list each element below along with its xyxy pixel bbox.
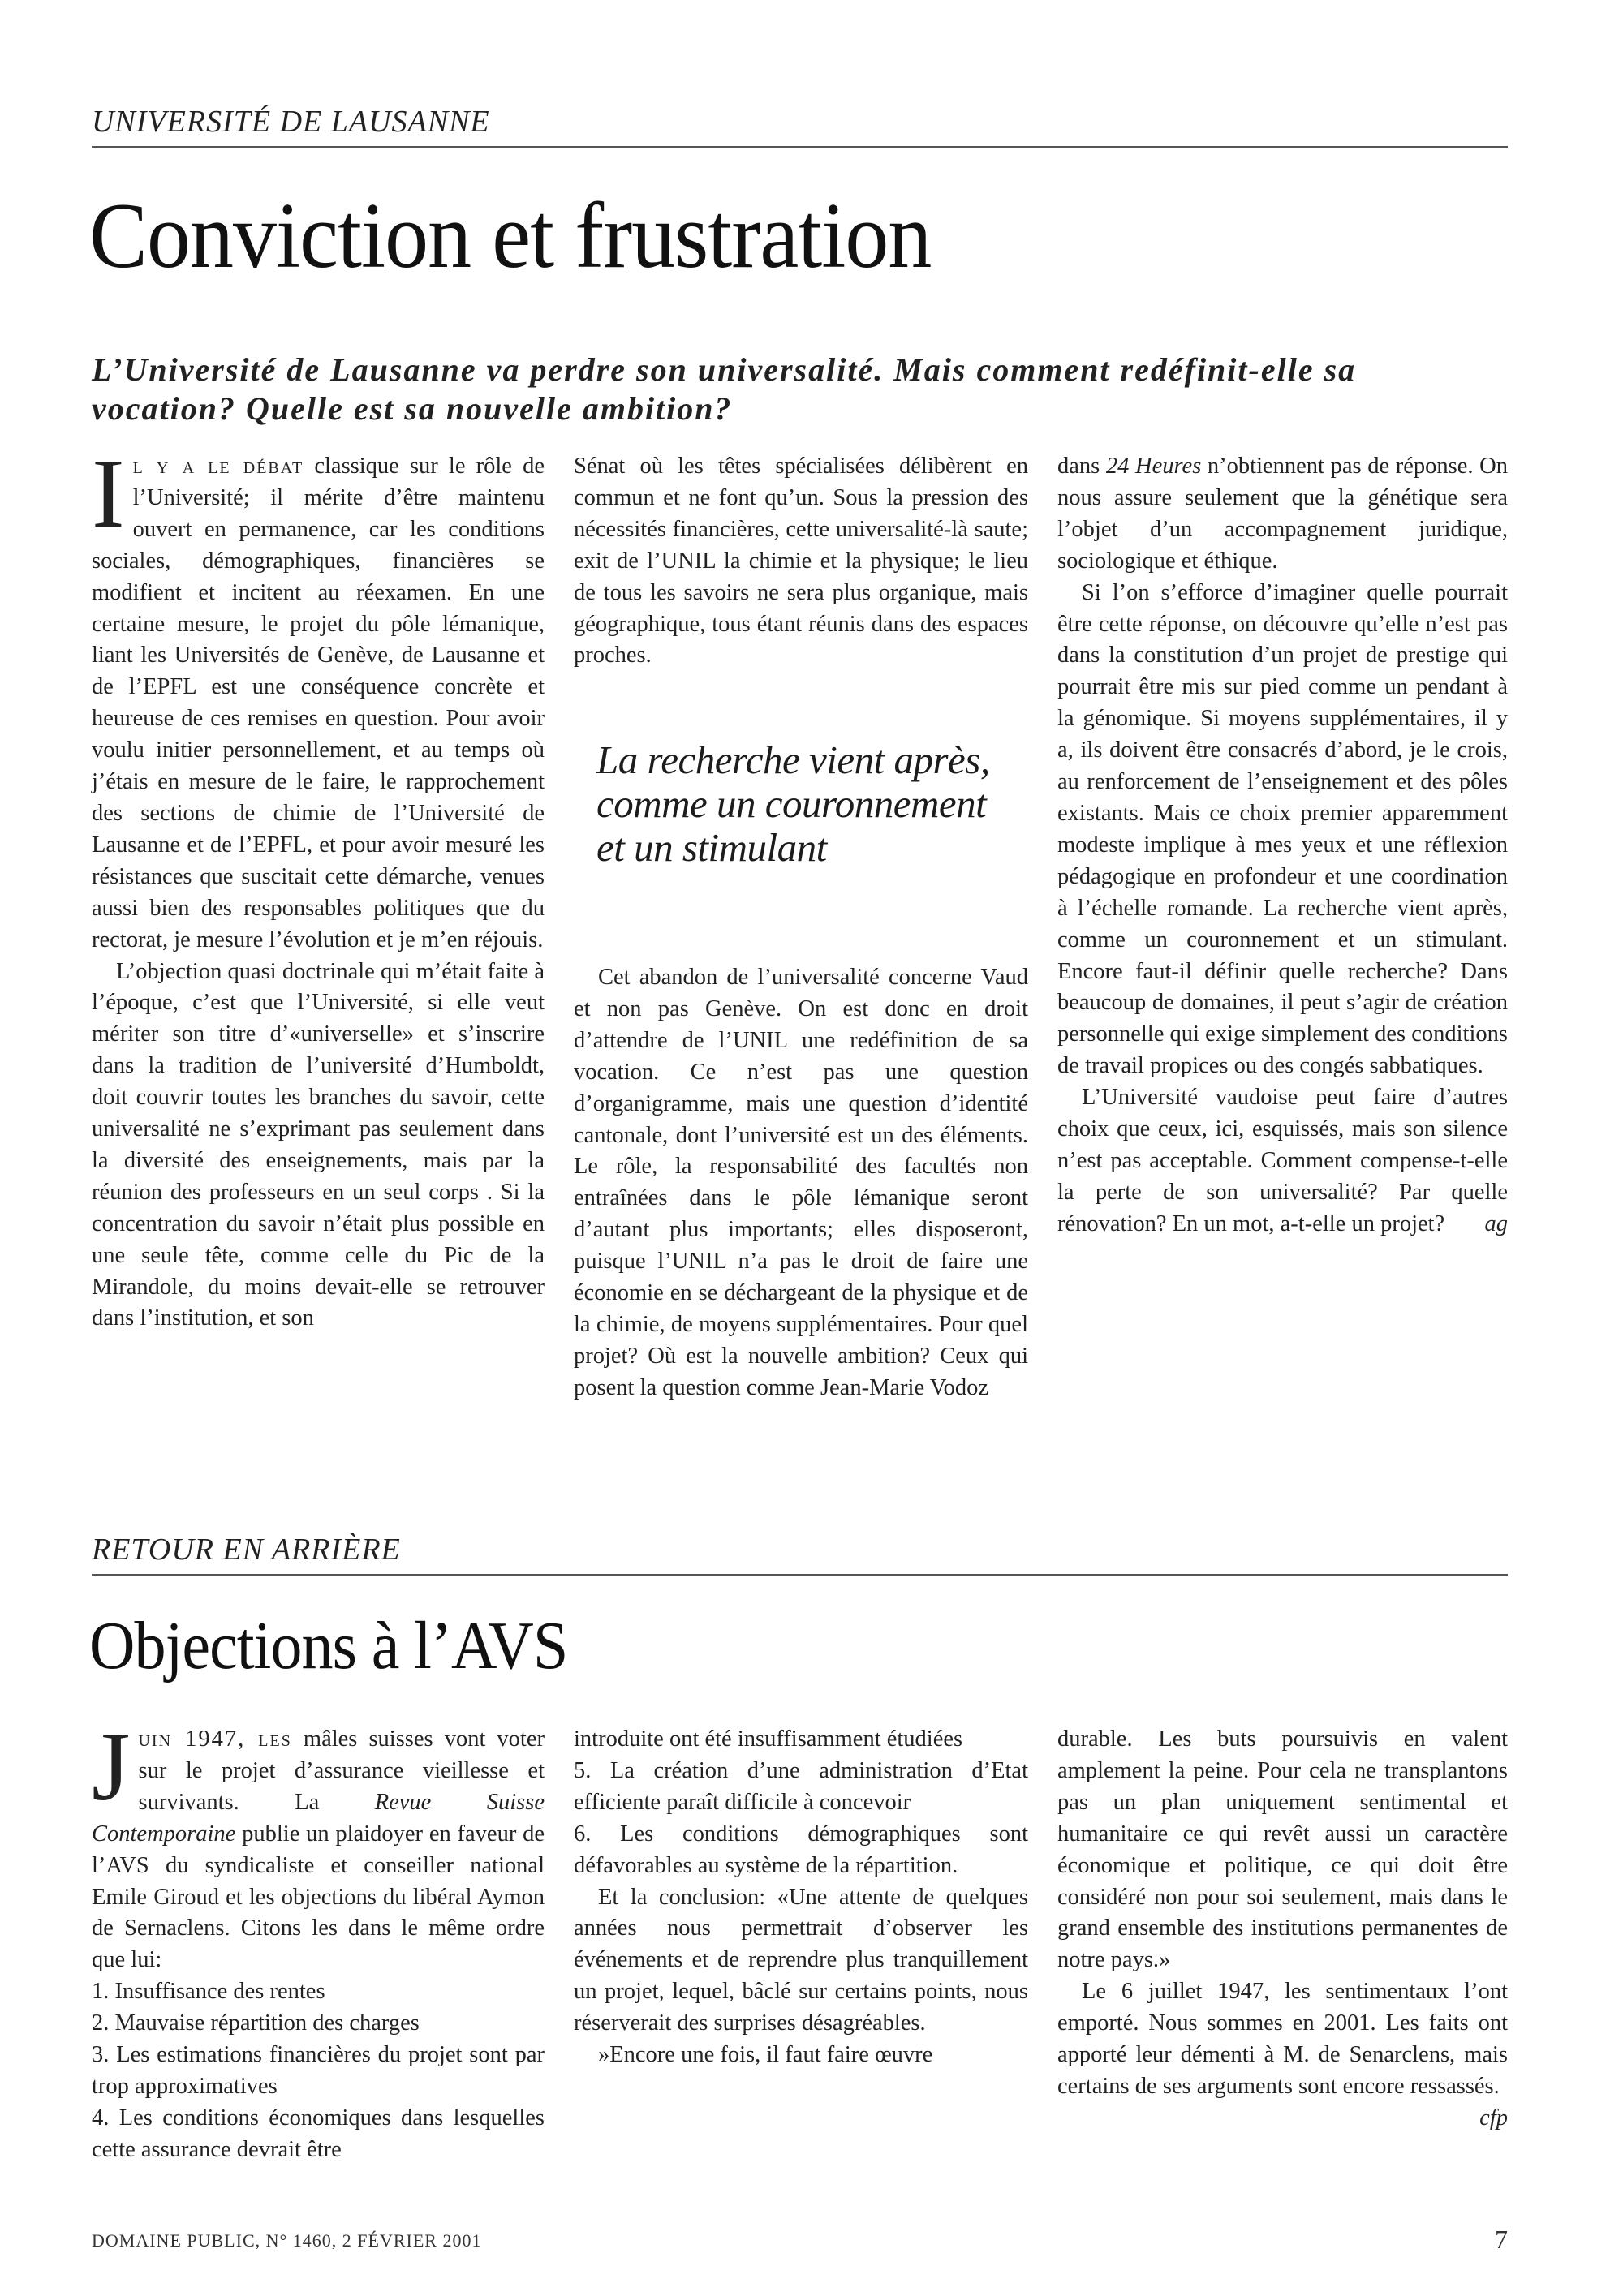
article-column-1 (92, 439, 545, 1335)
lead-in: l y a le débat (132, 454, 304, 479)
paragraph: Et la conclusion: «Une attente de quelques années nous permettrait d’observer les événements et de reprendre plus tranquillement un projet, lequel, bâclé sur certains points, nous réserverait des surprises désagréables. (574, 1884, 1028, 2036)
paragraph: L’objection quasi doctrinale qui m’était faite à l’époque, c’est que l’Université, si elle veut mériter son titre d’«universelle» et s’inscrire dans la tradition de l’université d’Humboldt, doit couvrir toutes les branches du savoir, cette universalité ne s’exprimant pas seulement dans la diversité des enseignements, mais par la réunion des professeurs en un seul corps . Si la concentration du savoir n’était plus possible en une seule tête, comme celle du Pic de la Mirandole, du moins devait-elle se retrouver dans l’institution, et son (92, 958, 545, 1331)
paragraph-text: Le 6 juillet 1947, les sentimentaux l’ont emporté. Nous sommes en 2001. Les faits ont apporté leur démenti à M. de Senarclens, mais certains de ses arguments sont encore ressassés. (1057, 1979, 1508, 2099)
article-column-3 (1057, 1724, 1508, 2135)
publication-name: Revue Suisse Contemporaine (92, 1789, 545, 1847)
list-item: 4. Les conditions économiques dans lesquelles cette assurance devrait être (92, 2105, 545, 2162)
article-lede: L’Université de Lausanne va perdre son universalité. Mais comment redéfinit-elle sa vocation? Quelle est sa nouvelle ambition? (92, 351, 1357, 427)
pull-quote: La recherche vient après, comme un couronnement et un stimulant (596, 737, 990, 870)
list-item: 1. Insuffisance des rentes (92, 1979, 325, 2005)
article-column-2-continued (574, 962, 1028, 1404)
paragraph-text: L’Université vaudoise peut faire d’autres choix que ceux, ici, esquissés, mais son silence n’est pas acceptable. Comment compense-t-elle la perte de son universalité? Par quelle rénovation? En un mot, a-t-elle un projet? (1057, 1085, 1508, 1236)
list-item-continued: introduite ont été insuffisamment étudiées (574, 1726, 963, 1752)
paragraph: Si l’on s’efforce d’imaginer quelle pourrait être cette réponse, on découvre qu’elle n’est pas dans la constitution d’un projet de prestige qui pourrait être mis sur pied comme un pendant à la génomique. Si moyens supplémentaires, il y a, ils doivent être consacrés d’abord, je le crois, au renforcement de l’enseignement et des pôles existants. Mais ce choix premier apparemment modeste implique à mes yeux et une réflexion pédagogique en profondeur et une coordination à l’échelle romande. La recherche vient après, comme un couronnement et un stimulant. Encore faut-il définir quelle recherche? Dans beaucoup de domaines, il peut s’agir de création personnelle qui exige simplement des conditions de travail propices ou des congés sabbatiques. (1057, 579, 1508, 1079)
article-title: Conviction et frustration (89, 184, 932, 288)
lead-in: uin 1947, les (138, 1726, 292, 1752)
paragraph (1057, 451, 1508, 578)
paragraph (92, 1712, 545, 1976)
article-column-3 (1057, 451, 1508, 1240)
drop-cap: I (92, 439, 125, 548)
publication-footer: DOMAINE PUBLIC, N° 1460, 2 FÉVRIER 2001 (92, 2230, 482, 2251)
publication-name: 24 Heures (1105, 454, 1202, 479)
paragraph: durable. Les buts poursuivis en valent amplement la peine. Pour cela ne transplantons pas un plan uniquement sentimental et humanitaire ce qui revêt aussi un caractère économique et politique, ce qui doit être considéré non pour soi seulement, mais dans le grand ensemble des institutions permanentes de notre pays.» (1057, 1726, 1508, 1973)
paragraph (1057, 1976, 1508, 2130)
author-signature: cfp (1479, 2105, 1508, 2130)
article-column-2 (574, 451, 1028, 672)
section-rule (92, 146, 1508, 148)
paragraph-text: n’obtiennent pas de réponse. On nous assure seulement que la génétique sera l’objet d’un accompagnement juridique, sociologique et éthique. (1057, 454, 1509, 574)
paragraph-text: mâles suisses vont voter sur le projet d’assurance vieillesse et survivants. La (138, 1726, 545, 1815)
paragraph-text: dans (1057, 454, 1106, 479)
list-item: 6. Les conditions démographiques sont défavorables au système de la répartition. (574, 1821, 1028, 1878)
section-rubric: UNIVERSITÉ DE LAUSANNE (92, 105, 490, 139)
list-item: 2. Mauvaise répartition des charges (92, 2010, 420, 2036)
paragraph-text: publie un plaidoyer en faveur de l’AVS du syndicaliste et conseiller national Emile Giroud et les objections du libéral Aymon de Sernaclens. Citons les dans le même ordre que lui: (92, 1821, 545, 1973)
paragraph: Sénat où les têtes spécialisées délibèrent en commun et ne font qu’un. Sous la pression des nécessités financières, cette universalité-là saute; exit de l’UNIL la chimie et la physique; le lieu de tous les savoirs ne sera plus organique, mais géographique, tous étant réunis dans des espaces proches. (574, 454, 1028, 669)
author-signature: ag (1484, 1210, 1508, 1236)
paragraph-text: classique sur le rôle de l’Université; il mérite d’être maintenu ouvert en permanence, car les conditions sociales, démographiques, financières se modifient et incitent au réexamen. En une certaine mesure, le projet du pôle lémanique, liant les Universités de Genève, de Lausanne et de l’EPFL est une conséquence concrète et heureuse de ces remises en question. Pour avoir voulu initier personnellement, et au temps où j’étais en mesure de le faire, le rapprochement des sections de chimie de l’Université de Lausanne et de l’EPFL, et pour avoir mesuré les résistances que suscitait cette démarche, venues aussi bien des responsables politiques que du rectorat, je mesure l’évolution et je m’en réjouis. (92, 454, 545, 952)
paragraph: Cet abandon de l’universalité concerne Vaud et non pas Genève. On est donc en droit d’attendre de l’UNIL une redéfinition de sa vocation. Ce n’est pas une question d’organigramme, mais une question d’identité cantonale, dont l’université est un des éléments. Le rôle, la responsabilité des facultés non entraînées dans le pôle lémanique seront d’autant plus importants; elles disposeront, puisque l’UNIL n’a pas le droit de faire une économie en se déchargeant de la physique et de la chimie, de moyens supplémentaires. Pour quel projet? Où est la nouvelle ambition? Ceux qui posent la question comme Jean-Marie Vodoz (574, 965, 1028, 1400)
drop-cap: J (92, 1712, 131, 1821)
paragraph (1057, 1082, 1508, 1240)
section-rubric: RETOUR EN ARRIÈRE (92, 1533, 401, 1567)
page-number: 7 (1495, 2225, 1508, 2254)
article-column-2 (574, 1724, 1028, 2071)
section-rule (92, 1574, 1508, 1576)
article-column-1 (92, 1712, 545, 2166)
paragraph (92, 439, 545, 957)
paragraph: »Encore une fois, il faut faire œuvre (598, 2042, 933, 2068)
list-item: 5. La création d’une administration d’Etat efficiente paraît difficile à concevoir (574, 1757, 1028, 1815)
list-item: 3. Les estimations financières du projet sont par trop approximatives (92, 2042, 545, 2099)
article-title: Objections à l’AVS (89, 1608, 568, 1683)
